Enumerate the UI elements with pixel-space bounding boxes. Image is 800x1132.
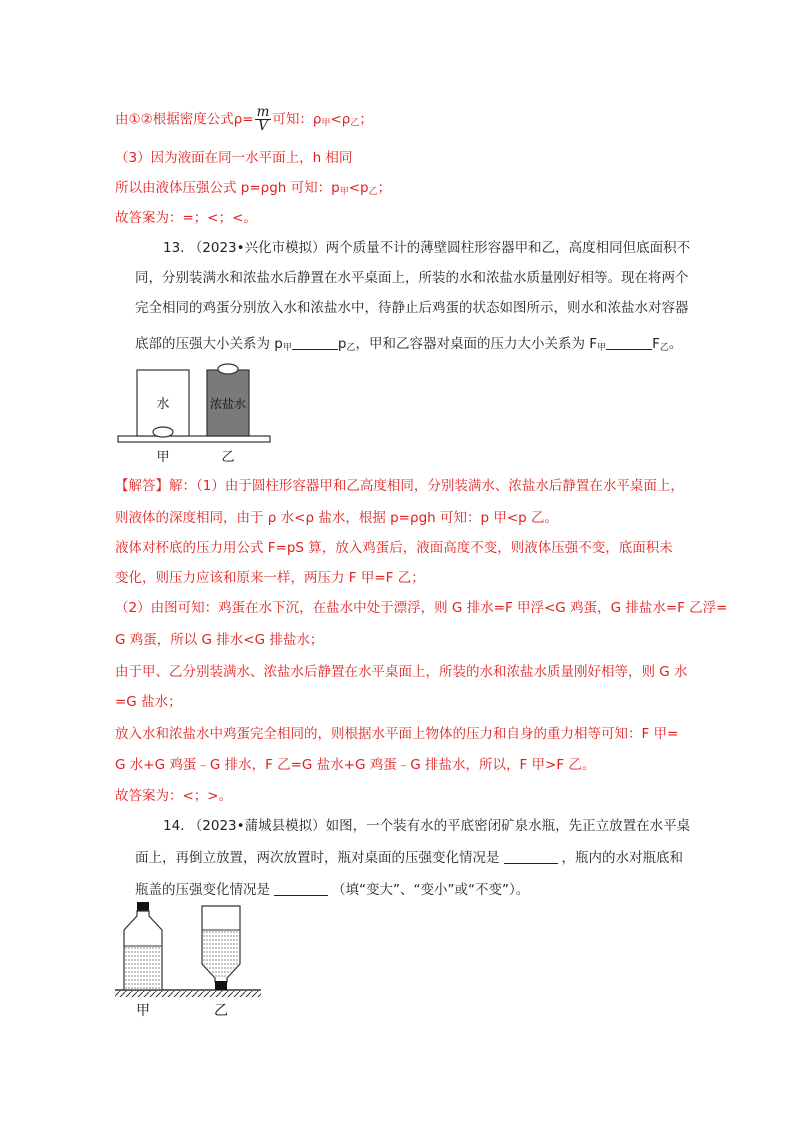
label-jia: 甲 (136, 1003, 150, 1019)
answer-13-line: 则液体的深度相同，由于 ρ 水<ρ 盐水，根据 p=ρgh 可知：p 甲<p 乙。 (115, 510, 559, 526)
bottle-figure (113, 902, 263, 1020)
subscript: 乙 (350, 118, 360, 129)
fraction-numerator: m (256, 104, 270, 120)
solution-text: 所以由液体压强公式 p=ρgh 可知：p (115, 180, 340, 196)
question-13-line: 13. （2023•兴化市模拟）两个质量不计的薄壁圆柱形容器甲和乙，高度相同但底面积不 (163, 240, 691, 256)
answer-blank[interactable] (274, 881, 328, 896)
question-14-line: 14. （2023•蒲城县模拟）如图，一个装有水的平底密闭矿泉水瓶，先正立放置在水平桌 (163, 818, 691, 834)
solution-text: 可知：ρ (272, 111, 322, 128)
answer-13-line: （2）由图可知：鸡蛋在水下沉，在盐水中处于漂浮，则 G 排水=F 甲浮<G 鸡蛋，G 排盐水=F 乙浮= (115, 600, 728, 616)
question-13-line: 完全相同的鸡蛋分别放入水和浓盐水中，待静止后鸡蛋的状态如图所示，则水和浓盐水对容器 (135, 300, 689, 316)
label-yi: 乙 (214, 1003, 228, 1019)
subscript: 甲 (597, 343, 607, 353)
subscript: 乙 (368, 187, 378, 197)
answer-13-line: 放入水和浓盐水中鸡蛋完全相同的，则根据水平面上物体的压力和自身的重力相等可知：F 甲= (115, 726, 679, 742)
question-text: ，瓶内的水对瓶底和 (561, 850, 683, 866)
question-text: 。 (668, 336, 683, 352)
egg-sunk (153, 427, 173, 437)
answer-13-line: 变化，则压力应该和原来一样，两压力 F 甲=F 乙； (115, 570, 425, 586)
solution-density-line (115, 106, 373, 134)
egg-containers-figure (115, 362, 280, 467)
question-text: 底部的压强大小关系为 p (135, 336, 283, 352)
label-yi: 乙 (221, 450, 235, 465)
table-surface (118, 436, 270, 442)
subscript: 甲 (282, 343, 292, 353)
answer-13-line: 由于甲、乙分别装满水、浓盐水后静置在水平桌面上，所装的水和浓盐水质量刚好相等，则 G 水 (115, 664, 688, 680)
ground-hatch (115, 991, 261, 997)
solution-pressure-line (115, 178, 391, 202)
solution-line: （3）因为液面在同一水平面上，h 相同 (115, 150, 353, 166)
label-brine: 浓盐水 (209, 397, 247, 411)
question-14-blank-line (135, 880, 529, 900)
label-jia: 甲 (156, 450, 170, 465)
answer-13-line: 故答案为：<；>。 (115, 788, 233, 804)
question-text: F (652, 336, 660, 352)
question-14-blank-line (135, 848, 683, 868)
answer-blank[interactable] (606, 335, 652, 350)
question-13-line: 同，分别装满水和浓盐水后静置在水平桌面上，所装的水和浓盐水质量刚好相等。现在将两个 (135, 270, 689, 286)
answer-13-line: =G 盐水； (115, 694, 182, 710)
answer-13-line: G 鸡蛋，所以 G 排水<G 排盐水； (115, 632, 324, 648)
subscript: 乙 (659, 343, 669, 353)
subscript: 甲 (321, 118, 331, 129)
question-text: ，甲和乙容器对桌面的压力大小关系为 F (355, 336, 598, 352)
question-text: 瓶盖的压强变化情况是 (135, 882, 270, 898)
subscript: 甲 (339, 187, 349, 197)
solution-text: ； (359, 111, 373, 128)
bottle-cap-yi (215, 981, 227, 990)
answer-13-line: 液体对杯底的压力用公式 F=pS 算，放入鸡蛋后，液面高度不变，则液体压强不变，底面积未 (115, 540, 673, 556)
answer-blank[interactable] (504, 849, 558, 864)
density-fraction (255, 106, 272, 133)
bottle-cap-jia (137, 902, 149, 911)
subscript: 乙 (346, 343, 356, 353)
question-13-blank-line (135, 334, 682, 358)
solution-text: <p (348, 180, 369, 196)
question-text: 面上，再倒立放置，两次放置时，瓶对桌面的压强变化情况是 (135, 850, 500, 866)
solution-text: 由①②根据密度公式ρ= (115, 111, 254, 128)
solution-text: ； (377, 180, 392, 196)
answer-13-line: G 水+G 鸡蛋﹣G 排水，F 乙=G 盐水+G 鸡蛋﹣G 排盐水，所以，F 甲>F 乙。 (115, 757, 596, 773)
water-jia (125, 946, 161, 989)
answer-13-line: 【解答】解：（1）由于圆柱形容器甲和乙高度相同，分别装满水、浓盐水后静置在水平桌面上， (115, 478, 684, 494)
answer-line: 故答案为：=；<；<。 (115, 210, 257, 226)
answer-blank[interactable] (292, 335, 338, 350)
fraction-denominator: V (258, 118, 268, 134)
question-text: （填“变大”、“变小”或“不变”）。 (332, 882, 530, 898)
solution-text: <ρ (330, 111, 351, 128)
question-text: p (337, 336, 347, 352)
egg-floating (218, 364, 238, 374)
label-water: 水 (156, 397, 170, 412)
